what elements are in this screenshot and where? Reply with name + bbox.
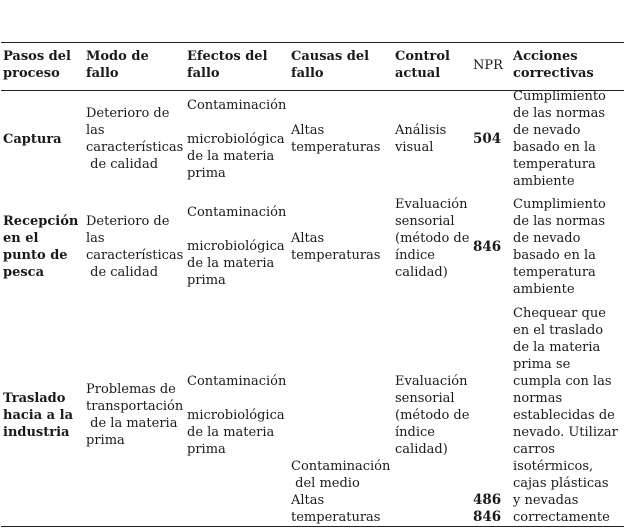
row-npr-2: 846	[473, 509, 502, 525]
row-control: Evaluación sensorial (método de índice calidad)	[395, 197, 470, 280]
header-causes: Causas del fallo	[291, 49, 370, 81]
row-effect-1: Contaminación	[187, 205, 287, 220]
row-effect-1: Contaminación	[187, 98, 287, 113]
row-npr: 846	[473, 239, 502, 255]
row-cause: Altas temperaturas	[291, 231, 381, 263]
row-action: Chequear que en el traslado de la materia prima se cumpla con las normas establecidas de nevado. Utilizar carros isotérmicos, cajas plásticas y nevadas correctamente	[513, 306, 618, 525]
header-npr: NPR	[473, 58, 503, 73]
header-control: Control actual	[395, 49, 450, 81]
row-action: Cumplimiento de las normas de nevado basado en la temperatura ambiente	[513, 89, 606, 189]
row-step: Traslado hacia a la industria	[3, 391, 73, 440]
row-step: Captura	[3, 132, 62, 147]
header-mode: Modo de fallo	[86, 49, 149, 81]
bottom-rule	[1, 526, 624, 527]
row-step: Recepción en el punto de pesca	[3, 214, 79, 280]
row-control: Evaluación sensorial (método de índice calidad)	[395, 374, 470, 457]
row-control: Análisis visual	[395, 123, 447, 155]
row-effect-2: microbiológica de la materia prima	[187, 132, 285, 181]
row-npr: 504	[473, 131, 502, 147]
row-effect-1: Contaminación	[187, 374, 287, 389]
header-actions: Acciones correctivas	[513, 49, 594, 81]
row-cause-2: Altas temperaturas	[291, 493, 381, 525]
header-step: Pasos del proceso	[3, 49, 71, 81]
row-mode: Deterioro de las características de calidad	[86, 214, 184, 280]
row-mode: Deterioro de las características de calidad	[86, 106, 184, 172]
row-cause-1: Contaminación del medio	[291, 459, 391, 491]
row-npr-1: 486	[473, 492, 502, 508]
row-mode: Problemas de transportación de la materia prima	[86, 382, 184, 448]
row-effect-2: microbiológica de la materia prima	[187, 239, 285, 288]
top-rule	[1, 42, 624, 43]
row-cause: Altas temperaturas	[291, 123, 381, 155]
header-effects: Efectos del fallo	[187, 49, 268, 81]
row-action: Cumplimiento de las normas de nevado basado en la temperatura ambiente	[513, 197, 606, 297]
row-effect-2: microbiológica de la materia prima	[187, 408, 285, 457]
